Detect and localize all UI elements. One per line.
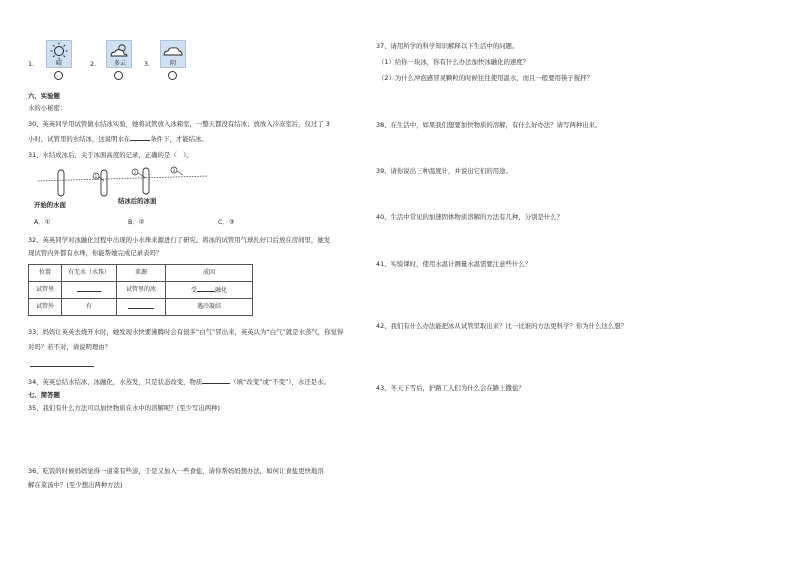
sunny-weather-icon bbox=[46, 40, 72, 68]
table-header-cell: 成因 bbox=[166, 265, 253, 282]
cause-suffix: 融化 bbox=[215, 287, 228, 295]
diagram-label-end: 结冰后的冰面 bbox=[118, 197, 157, 205]
question-33-line2: 对吗？若不对，请说明理由？ bbox=[28, 343, 112, 351]
answer-line-33[interactable] bbox=[30, 366, 94, 367]
question-33-line1: 33、妈妈让英英去烧开水时，她发现水快要沸腾时会有很多“白气”冒出来，英英认为“白气”就是水蒸气，你觉得 bbox=[28, 328, 344, 336]
table-header-cell: 位置 bbox=[29, 265, 62, 282]
question-30-line1: 30、英英同学用试管做水结冰实验，她将试管放入冰箱室，一整天都没有结冰；放放入冷冻室后，仅过了 3 bbox=[28, 120, 330, 128]
table-cell-blank[interactable] bbox=[62, 282, 117, 299]
weather-option-3-number: 3. bbox=[144, 60, 151, 68]
section-7-title: 七、简答题 bbox=[28, 391, 60, 399]
question-34 bbox=[28, 377, 330, 386]
cloudy-weather-icon bbox=[160, 40, 186, 68]
answer-circle-3 bbox=[168, 71, 177, 80]
question-40: 40、生活中常见的加速固体物质溶解的方法有几种，分别是什么？ bbox=[376, 213, 564, 221]
option-c[interactable]: C．③ bbox=[218, 218, 235, 226]
section-6-title: 六、实验题 bbox=[28, 92, 60, 100]
question-37-part2: （2）为什么冲泡感冒灵颗粒的时候往往使用温水，而且一般要用筷子搅拌？ bbox=[378, 74, 593, 82]
table-cell: 遇冷凝结 bbox=[166, 299, 253, 316]
question-34-text: 34、英英总结水结冰，冰融化，水蒸发，只是状态改变，物质 bbox=[28, 378, 203, 386]
answer-circle-1 bbox=[54, 71, 63, 80]
question-36-line1: 36、吃饭的时候妈妈觉得一道菜有些淡，于是又加入一些食盐，请你帮妈妈想办法，如何让食盐更快地溶 bbox=[28, 467, 324, 475]
diagram-label-start: 开始的水面 bbox=[34, 201, 66, 209]
table-cell: 有 bbox=[62, 299, 117, 316]
svg-text:3: 3 bbox=[172, 168, 176, 173]
question-38: 38、在生活中，如果我们想要加快物质的溶解，有什么好办法？请写两种出来。 bbox=[376, 121, 602, 129]
question-37: 37、请用所学的科学知识解释以下生活中的问题。 bbox=[376, 42, 519, 50]
weather-label-3: 阴 bbox=[170, 60, 177, 67]
question-34-tail: （填“改变”或“不变”），水还是水。 bbox=[230, 378, 330, 386]
section-6-subtitle: 水的小秘密： bbox=[28, 104, 67, 112]
table-header-row bbox=[29, 265, 253, 282]
table-cell: 试管里的冰 bbox=[117, 282, 166, 299]
question-31-stem: 31、水结成冰后，关于冰面高度的记录，正确的是（ ）。 bbox=[28, 151, 193, 159]
question-43: 43、冬天下雪后，护路工人们为什么会在路上撒盐？ bbox=[376, 384, 525, 392]
option-b[interactable]: B．② bbox=[128, 218, 145, 226]
question-41: 41、实验课时，使用水温计测量水温需要注意些什么？ bbox=[376, 260, 532, 268]
table-cell: 试管外 bbox=[29, 299, 62, 316]
question-30-tail: 条件下，才能结冰。 bbox=[150, 135, 208, 143]
weather-label-2: 多云 bbox=[114, 60, 127, 67]
option-a[interactable]: A．① bbox=[34, 218, 51, 226]
table-cell-blank[interactable] bbox=[117, 299, 166, 316]
weather-option-2-number: 2. bbox=[90, 60, 97, 68]
table-cell bbox=[166, 282, 253, 299]
weather-option-1-number: 1. bbox=[28, 60, 35, 68]
table-row bbox=[29, 299, 253, 316]
question-30-line2 bbox=[28, 134, 208, 143]
weather-label-1: 晴 bbox=[56, 60, 63, 67]
question-32-line2: 现试管内外都有水珠，你能帮她完成记录表吗？ bbox=[28, 249, 163, 257]
question-36-line2: 解在菜汤中？(至少想出两种方法) bbox=[28, 481, 123, 489]
question-30-text: 小时，试管里的水结冰，这说明水在 bbox=[28, 135, 131, 143]
question-37-part1: （1）给你一块冰，你有什么办法加快冰融化的速度？ bbox=[378, 58, 530, 66]
question-42: 42、我们有什么办法能把冰从试管里取出来？比一比谁的方法更科学？你为什么这么想？ bbox=[376, 322, 627, 330]
table-header-cell: 有无水（水珠） bbox=[62, 265, 117, 282]
table-header-cell: 来源 bbox=[117, 265, 166, 282]
cause-prefix: 受 bbox=[190, 287, 197, 295]
answer-blank-30[interactable] bbox=[130, 134, 150, 141]
answer-blank-34[interactable] bbox=[202, 377, 230, 384]
record-table bbox=[28, 264, 253, 316]
question-35: 35、我们有什么方法可以加快物质在水中的溶解呢？(至少写出两种) bbox=[28, 404, 221, 412]
question-32-line1: 32、英英同学对冰融化过程中出现的小水珠来源进行了研究。将冰的试管用气球扎好口后放在房间里，她发 bbox=[28, 236, 331, 244]
svg-text:1: 1 bbox=[94, 174, 98, 179]
cause-blank[interactable] bbox=[197, 285, 215, 292]
table-row bbox=[29, 282, 253, 299]
answer-circle-2 bbox=[114, 71, 123, 80]
partly-cloudy-icon bbox=[106, 40, 132, 68]
svg-text:2: 2 bbox=[133, 170, 137, 175]
table-cell: 试管里 bbox=[29, 282, 62, 299]
question-39: 39、请你说出三种温度计，并说出它们的用途。 bbox=[376, 167, 512, 175]
